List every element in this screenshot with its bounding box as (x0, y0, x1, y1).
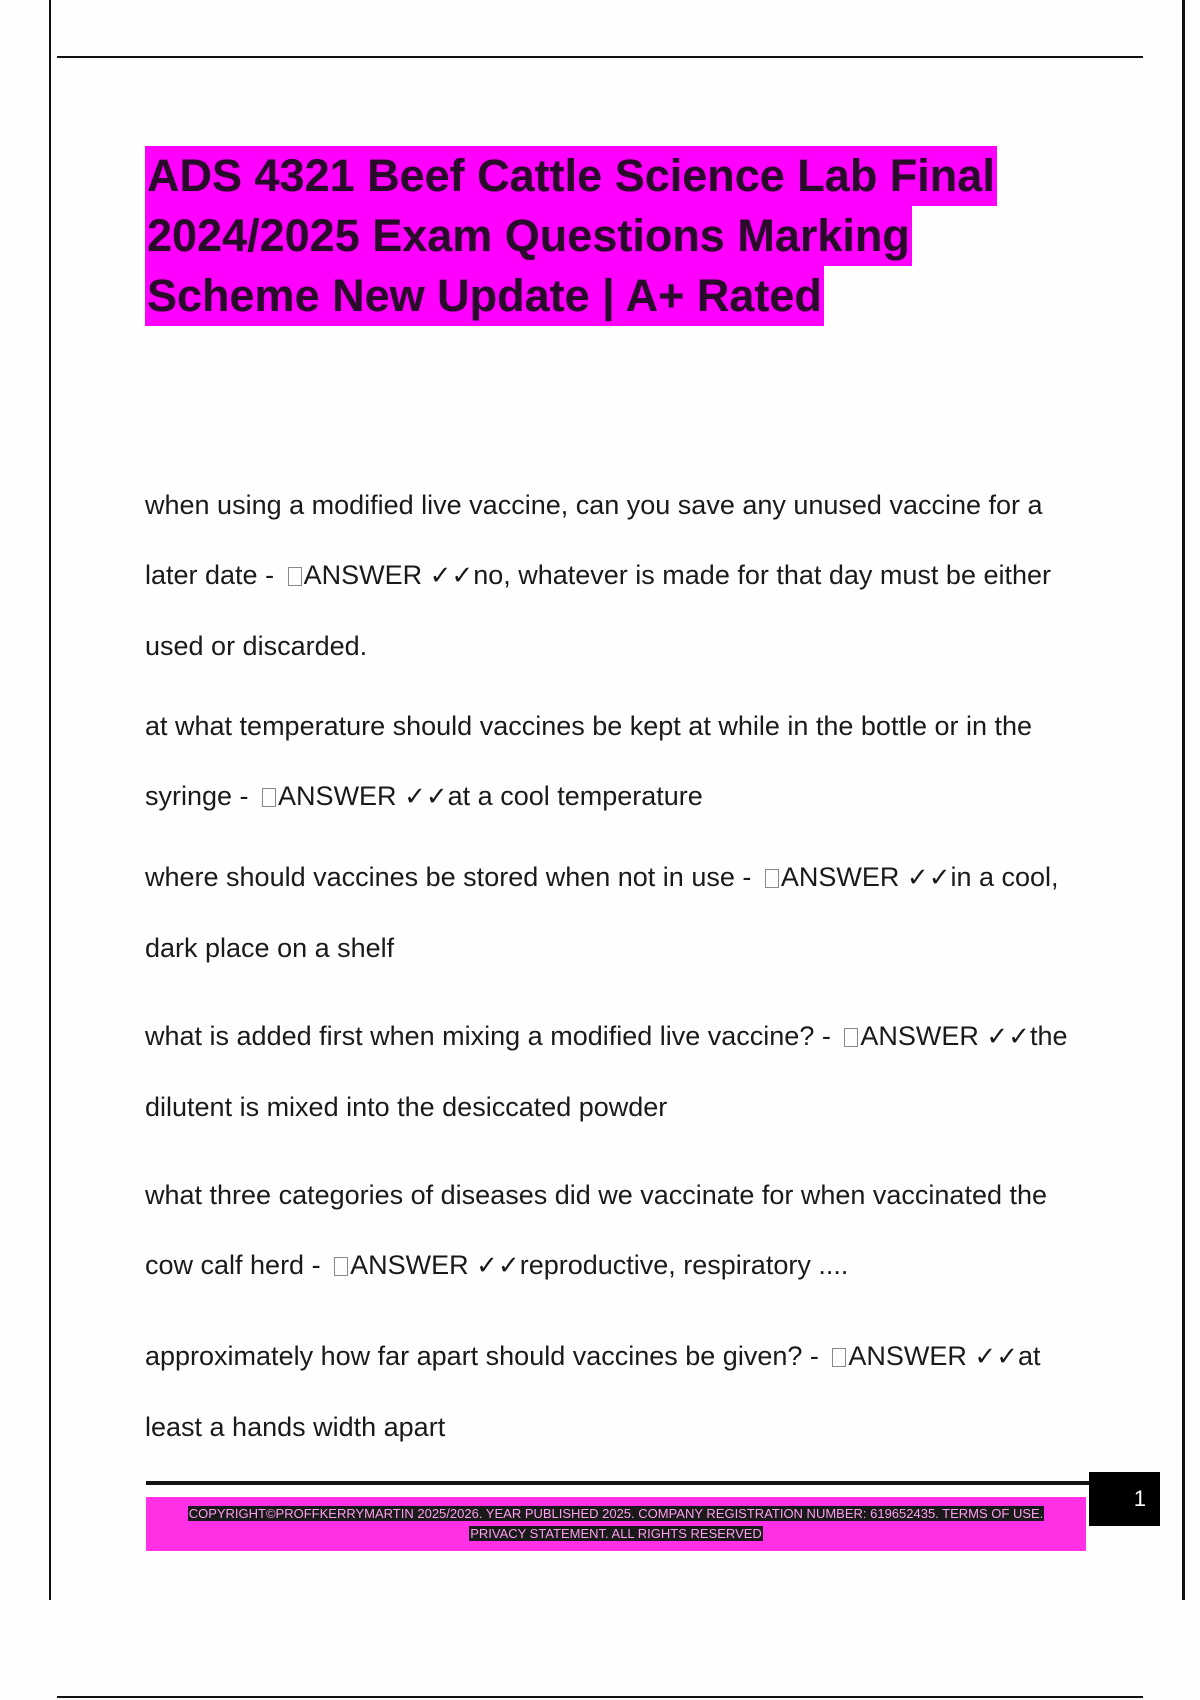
answer-box-icon (844, 1028, 858, 1047)
document-title (145, 146, 1075, 326)
answer-text: no, whatever is made for that day must be either used or discarded. (145, 560, 1052, 661)
page-number: 1 (1089, 1472, 1160, 1526)
qa-item (145, 1160, 1095, 1301)
double-check-icon: ✓✓ (974, 1342, 1018, 1372)
page-border-right (1182, 0, 1185, 1600)
answer-label: ANSWER (860, 1021, 979, 1051)
answer-box-icon (288, 567, 302, 586)
answer-box-icon (262, 788, 276, 807)
page-border-left (49, 0, 51, 1600)
answer-label: ANSWER (780, 862, 900, 892)
answer-box-icon (765, 869, 779, 888)
question-text: what is added first when mixing a modified live vaccine? - (145, 1021, 831, 1051)
question-text: what three categories of diseases did we vaccinate for when vaccinated the cow calf herd - (145, 1180, 1048, 1280)
double-check-icon: ✓✓ (476, 1251, 520, 1281)
question-text: when using a modified live vaccine, can you save any unused vaccine for a later date - (145, 490, 1043, 590)
answer-text: at a cool temperature (447, 781, 703, 811)
double-check-icon: ✓✓ (986, 1022, 1030, 1052)
answer-text: the dilutent is mixed into the desiccated powder (145, 1021, 1068, 1122)
header-rule (57, 56, 1143, 58)
qa-item (145, 1321, 1095, 1462)
title-line-3: Scheme New Update | A+ Rated (145, 266, 824, 326)
answer-box-icon (832, 1348, 846, 1367)
qa-list (145, 470, 1095, 1482)
answer-text: reproductive, respiratory .... (519, 1250, 849, 1280)
qa-item (145, 842, 1095, 983)
answer-label: ANSWER (278, 781, 397, 811)
double-check-icon: ✓✓ (429, 561, 474, 591)
double-check-icon: ✓✓ (404, 782, 448, 812)
answer-text: at least a hands width apart (145, 1341, 1041, 1442)
answer-box-icon (334, 1257, 348, 1276)
answer-label: ANSWER (848, 1341, 967, 1371)
question-text: at what temperature should vaccines be kept at while in the bottle or in the syringe - (145, 711, 1033, 811)
question-text: approximately how far apart should vaccines be given? - (145, 1341, 819, 1371)
question-text: where should vaccines be stored when not in use - (145, 862, 752, 892)
copyright-footer (146, 1497, 1086, 1551)
qa-item (145, 470, 1095, 681)
footer-rule (146, 1481, 1091, 1485)
answer-label: ANSWER (350, 1250, 469, 1280)
copyright-line-1: COPYRIGHT©PROFFKERRYMARTIN 2025/2026. YEAR PUBLISHED 2025. COMPANY REGISTRATION NUMBER: 619652435. TERMS OF USE. (188, 1506, 1044, 1521)
answer-label: ANSWER (303, 560, 423, 590)
double-check-icon: ✓✓ (906, 863, 951, 893)
title-line-2: 2024/2025 Exam Questions Marking (145, 206, 912, 266)
qa-item (145, 691, 1095, 832)
copyright-line-2: PRIVACY STATEMENT. ALL RIGHTS RESERVED (470, 1526, 762, 1541)
next-page-rule (57, 1696, 1143, 1698)
qa-item (145, 1001, 1095, 1142)
title-line-1: ADS 4321 Beef Cattle Science Lab Final (145, 146, 997, 206)
answer-text: in a cool, dark place on a shelf (145, 862, 1059, 963)
